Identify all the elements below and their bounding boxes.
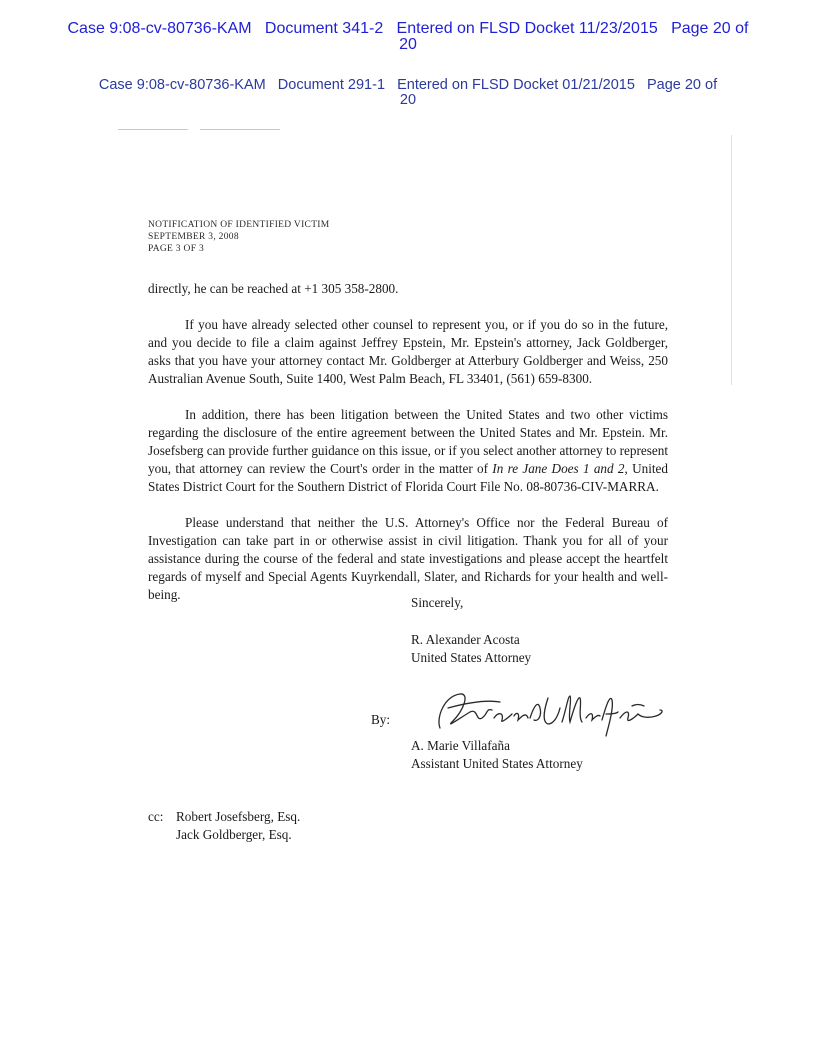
letter-body [148,280,668,604]
scan-artifact [118,129,188,130]
signer-title: Assistant United States Attorney [411,756,583,771]
header-title: NOTIFICATION OF IDENTIFIED VICTIM [148,220,330,230]
cc-recipient: Jack Goldberger, Esq. [176,827,292,842]
paragraph-text: , United States District Court for the Southern District of Florida Court File No. 08-80736-CIV-MARRA. [148,461,668,494]
letter-header [148,219,668,255]
stamp-line: 20 [399,36,417,53]
stamp-line: Case 9:08-cv-80736-KAM Document 341-2 Entered on FLSD Docket 11/23/2015 Page 20 of [67,20,749,37]
closing-salutation: Sincerely, [411,595,464,610]
cc-recipient: Robert Josefsberg, Esq. [176,809,301,824]
paragraph: Please understand that neither the U.S. Attorney's Office nor the Federal Bureau of Investigation can take part in or otherwise assist in civil litigation. Thank you for all of your assistance during the course of the federal and state investigations and please accept the heartfelt regards of myself and Special Agents Kuyrkendall, Slater, and Richards for your health and well-being. [148,515,668,602]
paragraph: directly, he can be reached at +1 305 358-2800. [148,281,399,296]
header-page: PAGE 3 OF 3 [148,244,205,254]
scan-artifact [200,129,280,130]
signer-name: A. Marie Villafaña [411,738,510,753]
sender-name: R. Alexander Acosta [411,632,520,647]
case-citation: In re Jane Does 1 and 2 [492,461,625,476]
scan-edge [731,135,732,385]
stamp-line: Case 9:08-cv-80736-KAM Document 291-1 Entered on FLSD Docket 01/21/2015 Page 20 of [98,77,718,93]
by-label: By: [371,712,391,727]
paragraph [148,406,668,496]
stamp-line: 20 [399,92,417,108]
paragraph-text: In addition, there has been litigation between the United States and two other victims regarding the disclosure of the entire agreement between the United States and Mr. Epstein. Mr. Josefsberg can provide further guidance on this issue, or if you select another attorney to represent you, that attorney can review the Court's order in the matter of [148,407,668,476]
cc-recipients [176,808,300,844]
paragraph: If you have already selected other counsel to represent you, or if you do so in the future, and you decide to file a claim against Jeffrey Epstein, Mr. Epstein's attorney, Jack Goldberger, asks that you have your attorney contact Mr. Goldberger at Atterbury Goldberger and Weiss, 250 Australian Avenue South, Suite 1400, West Palm Beach, FL 33401, (561) 659-8300. [148,317,668,386]
handwritten-signature [430,688,670,740]
sender-title: United States Attorney [411,650,532,665]
header-date: SEPTEMBER 3, 2008 [148,232,239,242]
original-filing-stamp [0,78,816,108]
court-filing-stamp [0,21,816,53]
cc-label: cc: [148,809,164,824]
